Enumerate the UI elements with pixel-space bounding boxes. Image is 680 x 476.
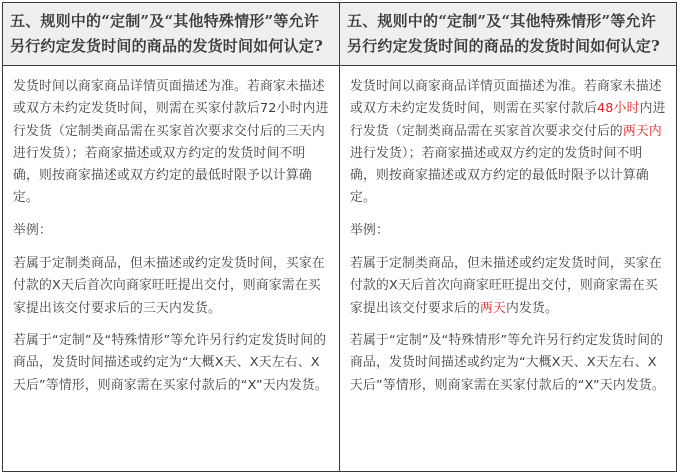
right-example-label: 举例： [350,222,389,238]
right-p1-highlight-days: 两天内 [622,123,662,139]
right-paragraph-4: 若属于“定制”及“特殊情形”等允许另行约定发货时间的商品，发货时间描述或约定为“大概X天、X天左右、X天后”等情形，则商家需在买家付款后的“X”天内发货。 [350,332,665,393]
right-p3-text-b: 内发货。 [505,300,558,316]
original-rule-column [3,3,340,471]
right-paragraph-3 [350,253,668,320]
left-example-label: 举例： [13,222,52,238]
right-p3-text-a: 若属于定制类商品，但未描述或约定发货时间，买家在付款的X天后首次向商家旺旺提出交付，则商家需在买家提出该交付要求后的 [350,256,662,316]
left-body [3,66,339,397]
revised-rule-column [340,3,676,471]
right-paragraph-1 [350,76,668,210]
right-p1-text-a: 发货时间以商家商品详情页面描述为准。若商家未描述或双方未约定发货时间，则需在买家付款后 [350,79,662,117]
left-heading: 五、规则中的“定制”及“其他特殊情形”等允许另行约定发货时间的商品的发货时间如何认定? [3,3,339,66]
right-heading: 五、规则中的“定制”及“其他特殊情形”等允许另行约定发货时间的商品的发货时间如何认定? [340,3,676,66]
right-p1-text-b: 内进行发货（定制类商品需在买家首次要求交付后的 [350,101,666,139]
right-p1-highlight-hours: 48小时 [596,101,640,117]
left-paragraph-4: 若属于“定制”及“特殊情形”等允许另行约定发货时间的商品，发货时间描述或约定为“大概X天、X天左右、X天后”等情形，则商家需在买家付款后的“X”天内发货。 [13,332,328,393]
right-body [340,66,676,397]
left-paragraph-3: 若属于定制类商品，但未描述或约定发货时间，买家在付款的X天后首次向商家旺旺提出交付，则商家需在买家提出该交付要求后的三天内发货。 [13,256,325,316]
right-p3-highlight-days: 两天 [479,300,506,316]
left-paragraph-1: 发货时间以商家商品详情页面描述为准。若商家未描述或双方未约定发货时间，则需在买家付款后72小时内进行发货（定制类商品需在买家首次要求交付后的三天内进行发货）；若商家描述或双方约定的发货时间不明确，则按商家描述或双方约定的最低时限予以计算确定。 [13,79,329,206]
comparison-table [2,2,677,472]
right-p1-text-c: 进行发货）；若商家描述或双方约定的发货时间不明确，则按商家描述或双方约定的最低时限予以计算确定。 [350,145,649,206]
